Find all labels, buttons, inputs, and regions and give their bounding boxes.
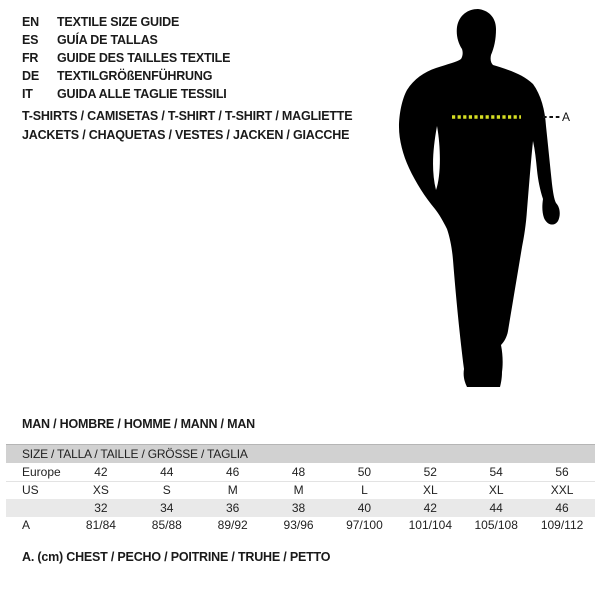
size-table: [6, 444, 595, 534]
table-cell: 44: [160, 464, 174, 479]
table-cell: 54: [489, 464, 503, 479]
table-cell: 97/100: [346, 518, 383, 533]
measure-point-a-label: A: [562, 110, 571, 124]
table-cell: 89/92: [217, 518, 248, 533]
language-row-fr: [22, 49, 230, 67]
language-label: GUIDA ALLE TAGLIE TESSILI: [57, 87, 227, 101]
row-label: US: [22, 483, 39, 498]
table-cell: 46: [226, 464, 240, 479]
table-row-a-chest: [6, 517, 595, 535]
table-cell: 93/96: [283, 518, 314, 533]
measurement-footnote: A. (cm) CHEST / PECHO / POITRINE / TRUHE / PETTO: [22, 550, 331, 564]
language-label: GUIDE DES TAILLES TEXTILE: [57, 51, 231, 65]
table-cell: 36: [226, 500, 240, 515]
table-cell: 50: [357, 464, 372, 479]
row-label: A: [22, 518, 31, 533]
table-cell: L: [361, 483, 368, 498]
table-cell: XL: [422, 483, 438, 498]
man-silhouette: [399, 9, 560, 387]
section-title-man: MAN / HOMBRE / HOMME / MANN / MAN: [22, 417, 255, 431]
table-cell: 44: [489, 500, 503, 515]
language-code: FR: [22, 51, 39, 65]
table-cell: 38: [291, 500, 306, 515]
language-row-en: [22, 13, 230, 31]
language-list: [22, 13, 230, 103]
language-code: DE: [22, 69, 39, 83]
table-cell: XL: [488, 483, 504, 498]
language-row-es: [22, 31, 230, 49]
product-line-tshirts: T-SHIRTS / CAMISETAS / T-SHIRT / T-SHIRT / MAGLIETTE: [22, 109, 353, 123]
language-label: TEXTILE SIZE GUIDE: [57, 15, 180, 29]
table-row-europe: [6, 463, 595, 482]
table-cell: XXL: [550, 483, 574, 498]
language-code: ES: [22, 33, 39, 47]
language-code: IT: [22, 87, 33, 101]
table-cell: 56: [555, 464, 569, 479]
table-row-us: [6, 482, 595, 500]
table-cell: M: [293, 483, 304, 498]
table-cell: 42: [423, 500, 437, 515]
table-cell: 42: [94, 464, 108, 479]
language-code: EN: [22, 15, 39, 29]
table-cell: 52: [423, 464, 437, 479]
language-row-it: [22, 85, 230, 103]
table-cell: S: [162, 483, 171, 498]
table-cell: 105/108: [474, 518, 518, 533]
table-cell: 101/104: [408, 518, 452, 533]
table-cell: 85/88: [151, 518, 182, 533]
table-cell: 32: [94, 500, 108, 515]
table-cell: 40: [357, 500, 372, 515]
product-line-jackets: JACKETS / CHAQUETAS / VESTES / JACKEN / GIACCHE: [22, 128, 350, 142]
table-cell: M: [227, 483, 238, 498]
table-cell: 46: [555, 500, 569, 515]
product-types: [22, 109, 352, 147]
language-label: TEXTILGRÖßENFÜHRUNG: [57, 69, 213, 83]
row-label: Europe: [22, 464, 61, 479]
table-row-numeric: [6, 499, 595, 517]
table-cell: XS: [92, 483, 109, 498]
table-cell: 109/112: [540, 518, 584, 533]
language-row-de: [22, 67, 230, 85]
man-silhouette-figure: [390, 0, 600, 400]
size-table-header: SIZE / TALLA / TAILLE / GRÖSSE / TAGLIA: [6, 445, 595, 463]
table-cell: 34: [160, 500, 174, 515]
table-cell: 81/84: [85, 518, 116, 533]
table-cell: 48: [291, 464, 306, 479]
language-label: GUÍA DE TALLAS: [57, 33, 158, 47]
